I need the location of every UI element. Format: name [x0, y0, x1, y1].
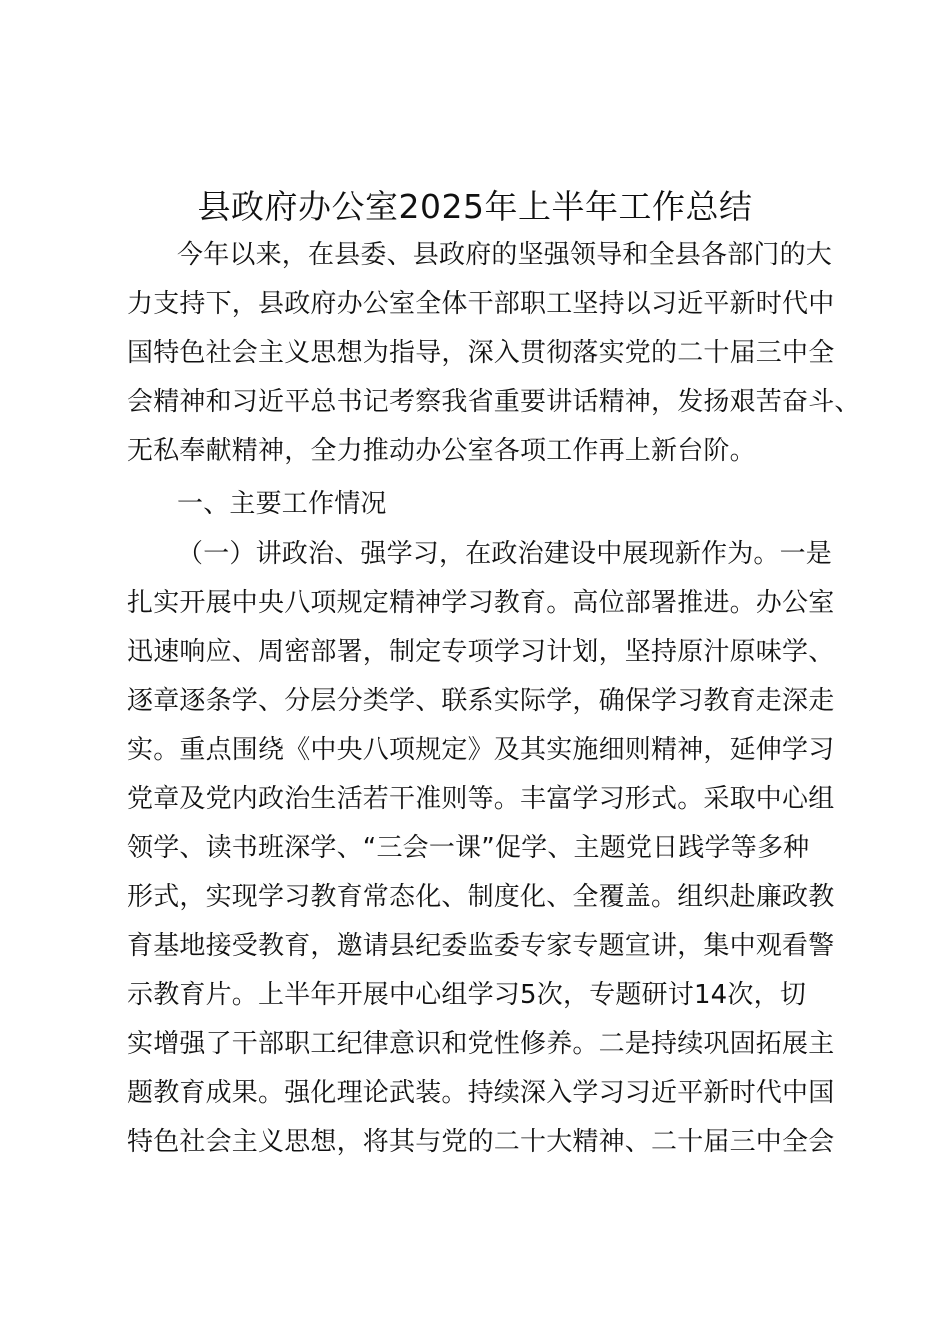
- paragraph-line: 实增强了干部职工纪律意识和党性修养。二是持续巩固拓展主: [127, 1029, 835, 1059]
- paragraph-line: 力支持下，县政府办公室全体干部职工坚持以习近平新时代中: [127, 289, 835, 319]
- paragraph-line: 领学、读书班深学、“三会一课”促学、主题党日践学等多种: [127, 833, 810, 863]
- paragraph-line: 扎实开展中央八项规定精神学习教育。高位部署推进。办公室: [127, 588, 835, 618]
- paragraph-line: 特色社会主义思想，将其与党的二十大精神、二十届三中全会: [127, 1127, 835, 1157]
- paragraph-line: （一）讲政治、强学习，在政治建设中展现新作为。一是: [177, 539, 833, 569]
- paragraph-line: 国特色社会主义思想为指导，深入贯彻落实党的二十届三中全: [127, 338, 835, 368]
- paragraph-line: 逐章逐条学、分层分类学、联系实际学，确保学习教育走深走: [127, 686, 835, 716]
- paragraph-line: 迅速响应、周密部署，制定专项学习计划，坚持原汁原味学、: [127, 637, 835, 667]
- paragraph-line: 实。重点围绕《中央八项规定》及其实施细则精神，延伸学习: [127, 735, 835, 765]
- paragraph-line: 无私奉献精神，全力推动办公室各项工作再上新台阶。: [127, 436, 756, 466]
- paragraph-line: 今年以来，在县委、县政府的坚强领导和全县各部门的大: [177, 240, 833, 270]
- paragraph-line: 题教育成果。强化理论武装。持续深入学习习近平新时代中国: [127, 1078, 835, 1108]
- document-title: 县政府办公室2025年上半年工作总结: [197, 187, 753, 226]
- section-heading: 一、主要工作情况: [177, 489, 387, 519]
- paragraph-line: 育基地接受教育，邀请县纪委监委专家专题宣讲，集中观看警: [127, 931, 835, 961]
- paragraph-line: 党章及党内政治生活若干准则等。丰富学习形式。采取中心组: [127, 784, 835, 814]
- paragraph-line: 示教育片。上半年开展中心组学习5次，专题研讨14次，切: [127, 980, 807, 1010]
- paragraph-line: 会精神和习近平总书记考察我省重要讲话精神，发扬艰苦奋斗、: [127, 387, 861, 417]
- paragraph-line: 形式，实现学习教育常态化、制度化、全覆盖。组织赴廉政教: [127, 882, 835, 912]
